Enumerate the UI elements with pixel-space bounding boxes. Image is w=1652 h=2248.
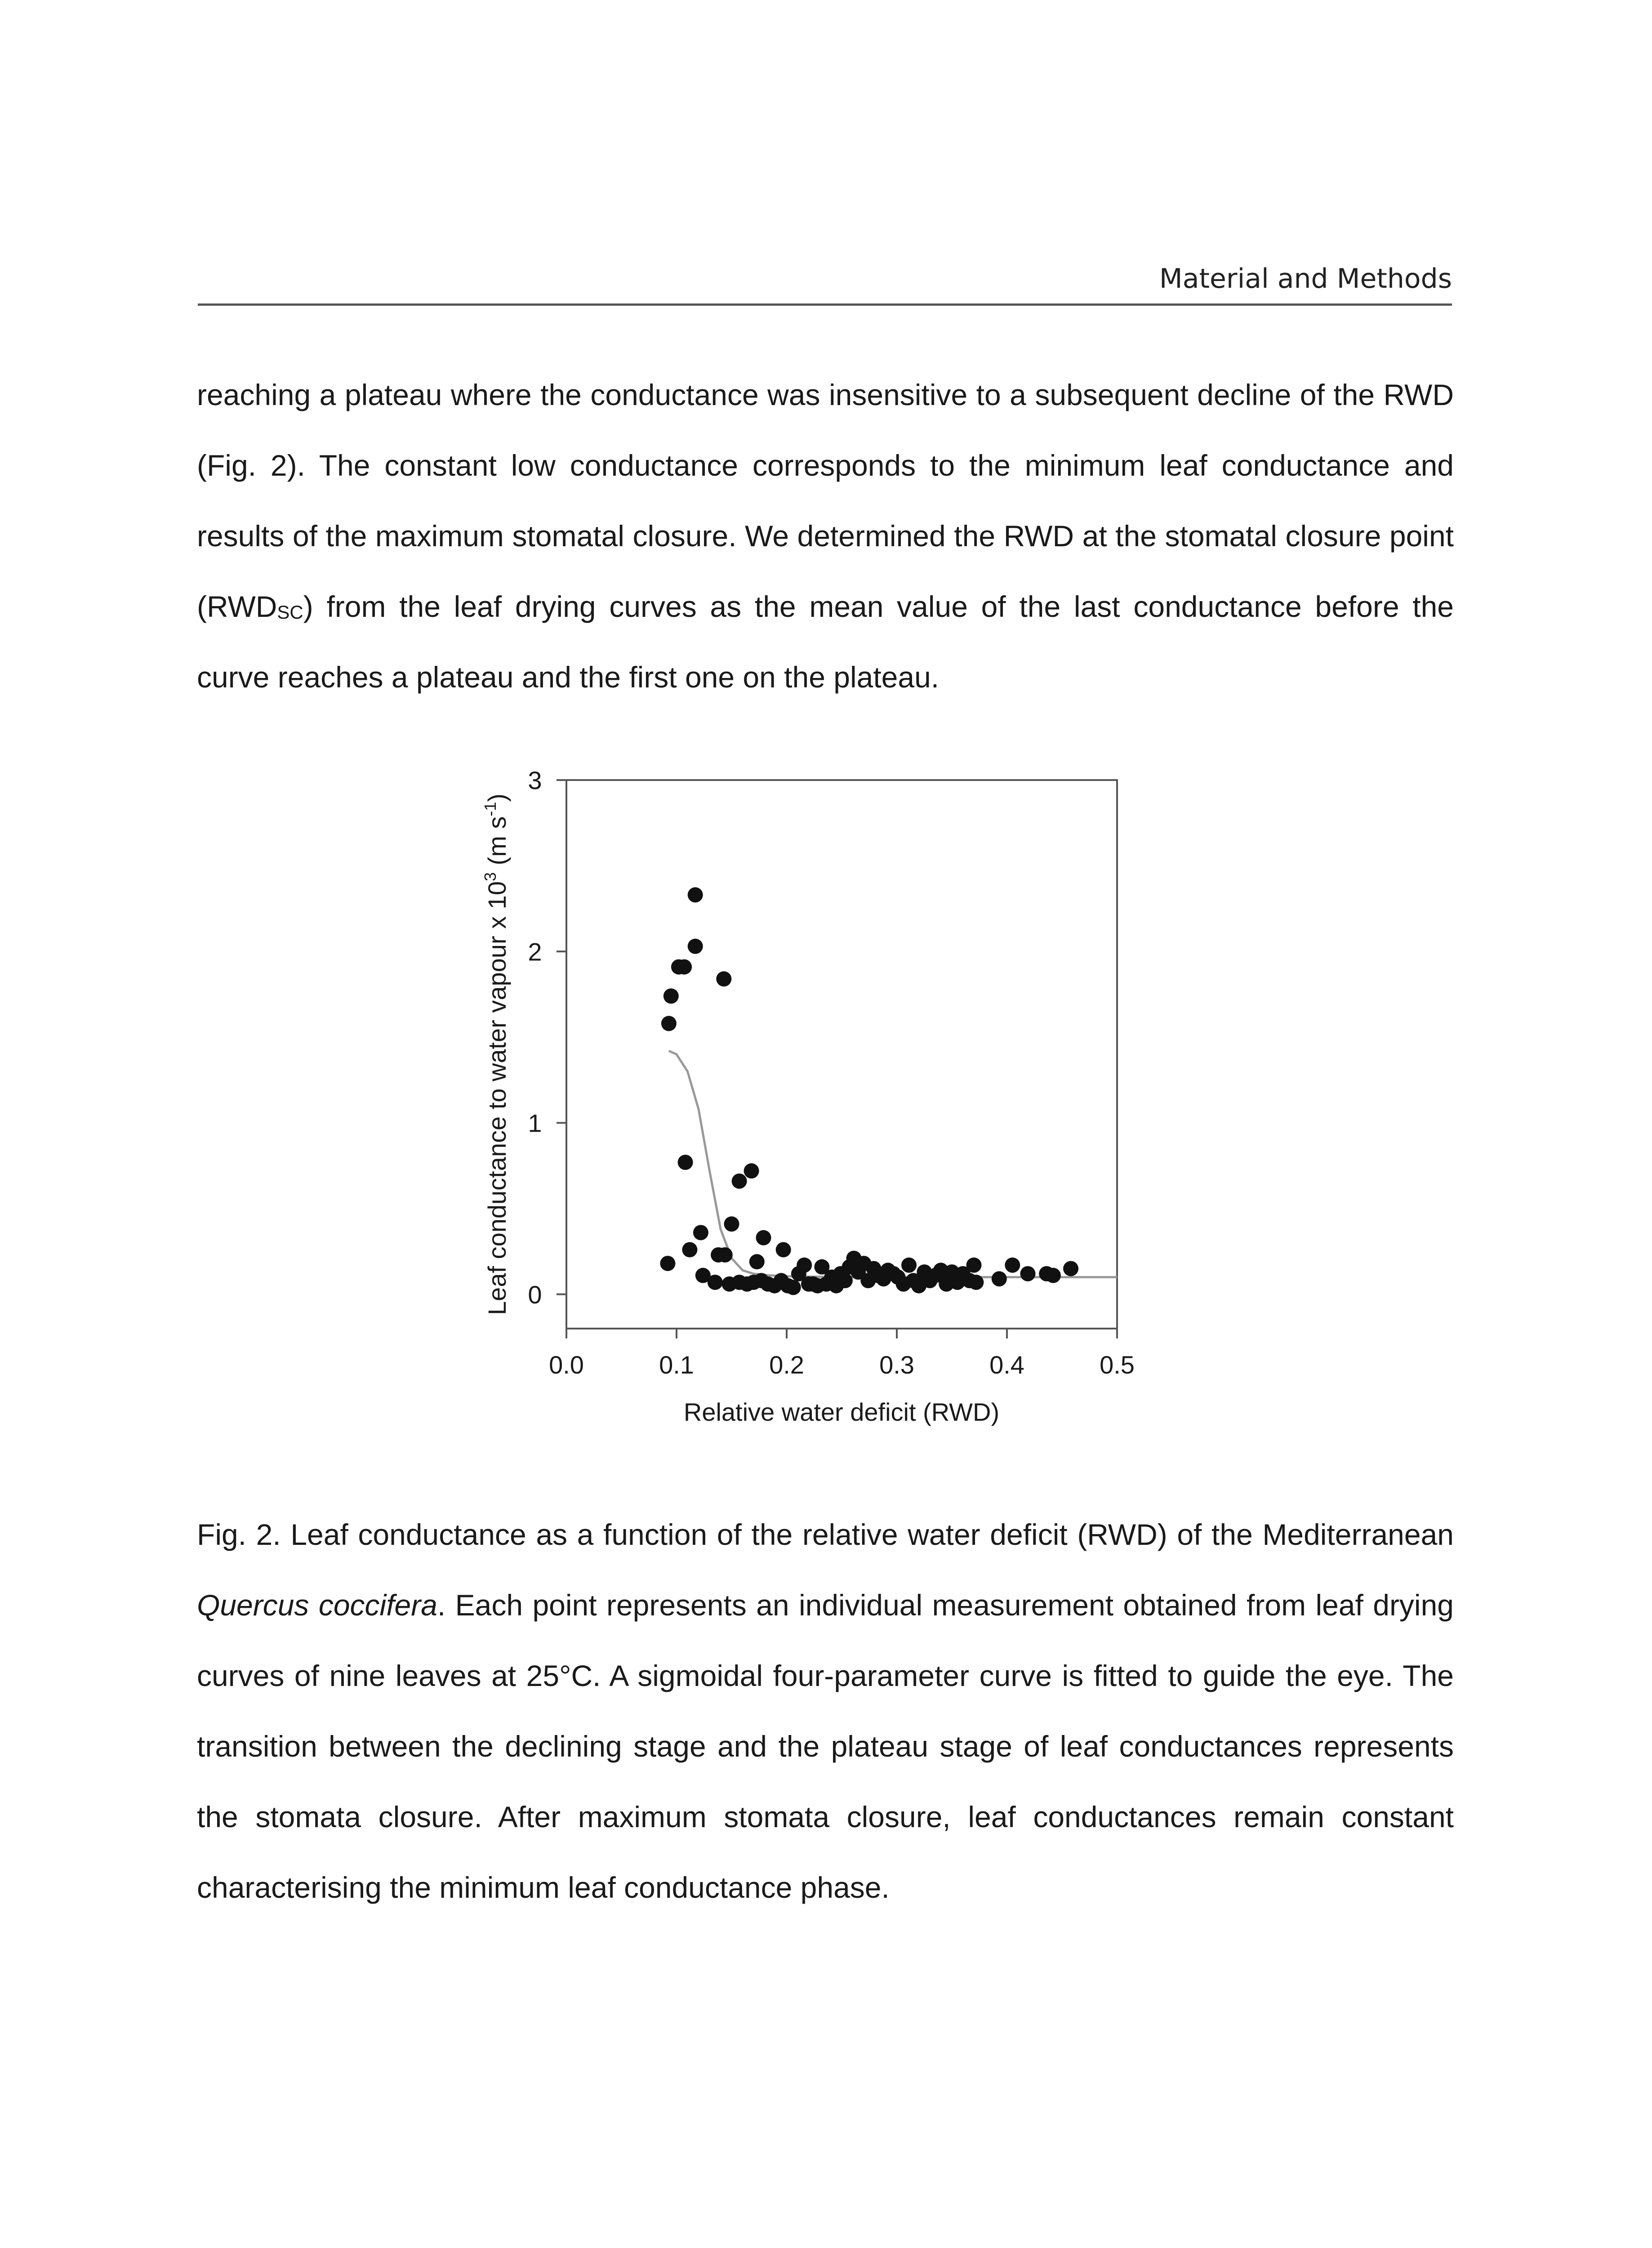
data-point — [677, 959, 692, 975]
y-axis-label-main: Leaf conductance to water vapour x 10 — [483, 881, 511, 1316]
y-axis-label-units-open: (m s — [483, 816, 511, 872]
data-point — [786, 1280, 801, 1295]
data-point — [678, 1155, 693, 1170]
x-tick-label: 0.4 — [989, 1351, 1024, 1379]
data-point — [717, 1247, 733, 1262]
plot-frame — [566, 780, 1117, 1329]
data-point — [716, 971, 731, 986]
data-point — [1046, 1268, 1061, 1283]
y-axis-label-sup2: -1 — [481, 802, 499, 816]
data-point — [797, 1258, 812, 1273]
y-axis-label-sup1: 3 — [481, 872, 499, 882]
data-point — [693, 1225, 708, 1240]
x-tick-label: 0.1 — [659, 1351, 694, 1379]
data-point — [688, 939, 703, 954]
data-point — [732, 1173, 747, 1189]
y-tick-label: 2 — [528, 937, 542, 966]
figure-2 — [450, 742, 1205, 1461]
data-point — [966, 1258, 982, 1273]
figure-caption — [197, 1499, 1454, 1923]
data-point — [663, 988, 679, 1004]
x-tick-label: 0.0 — [549, 1351, 584, 1379]
data-point — [660, 1256, 675, 1271]
body-paragraph — [197, 360, 1454, 713]
data-point — [682, 1242, 697, 1258]
data-point — [968, 1275, 984, 1290]
x-axis-label: Relative water deficit (RWD) — [683, 1398, 1000, 1426]
data-point — [708, 1275, 723, 1290]
x-tick-label: 0.2 — [769, 1351, 804, 1379]
y-axis — [528, 766, 566, 1309]
conductance-scatter-chart — [450, 742, 1205, 1461]
section-title: Material and Methods — [1159, 263, 1452, 294]
y-tick-label: 0 — [528, 1280, 542, 1309]
y-tick-label: 1 — [528, 1109, 542, 1137]
x-axis — [549, 1329, 1135, 1379]
fitted-sigmoid-curve — [669, 1051, 1117, 1277]
data-point — [724, 1216, 739, 1231]
data-point — [901, 1258, 917, 1273]
data-point — [744, 1163, 759, 1178]
y-tick-label: 3 — [528, 766, 542, 794]
paragraph-text-1: reaching a plateau where the conductance was insensitive to a subsequent decline of the RWD (Fig. 2). The constant low conductance corresponds to the minimum leaf conductance and results of the maximum stomatal closure. We determined the RWD at the stomatal closure point (RWD — [197, 378, 1454, 623]
running-header — [198, 263, 1452, 306]
x-tick-label: 0.3 — [879, 1351, 914, 1379]
paragraph-subscript: SC — [277, 602, 303, 623]
caption-species: Quercus coccifera — [197, 1588, 437, 1622]
x-tick-label: 0.5 — [1100, 1351, 1135, 1379]
caption-rest: . Each point represents an individual measurement obtained from leaf drying curves of nine leaves at 25°C. A sigmoidal four-parameter curve is fitted to guide the eye. The transition between the declining stage and the plateau stage of leaf conductances represents the stomata closure. After maximum stomata closure, leaf conductances remain constant characterising the minimum leaf conductance phase. — [197, 1588, 1454, 1904]
data-point — [749, 1254, 765, 1269]
caption-prefix: Fig. 2. Leaf conductance as a function of the relative water deficit (RWD) of the Mediterranean — [197, 1518, 1454, 1551]
y-axis-label-units-close: ) — [483, 793, 511, 802]
paragraph-text-2: ) from the leaf drying curves as the mean value of the last conductance before the curve reaches a plateau and the first one on the plateau. — [197, 590, 1454, 694]
data-point — [1005, 1258, 1020, 1273]
data-point — [661, 1016, 677, 1031]
data-point — [756, 1230, 771, 1245]
data-point — [1020, 1266, 1036, 1281]
data-point — [837, 1273, 853, 1288]
data-point — [688, 887, 703, 902]
data-point — [776, 1242, 791, 1258]
y-axis-label — [481, 794, 511, 1315]
data-point — [1063, 1261, 1078, 1276]
header-rule — [198, 303, 1452, 306]
data-point — [992, 1271, 1007, 1286]
